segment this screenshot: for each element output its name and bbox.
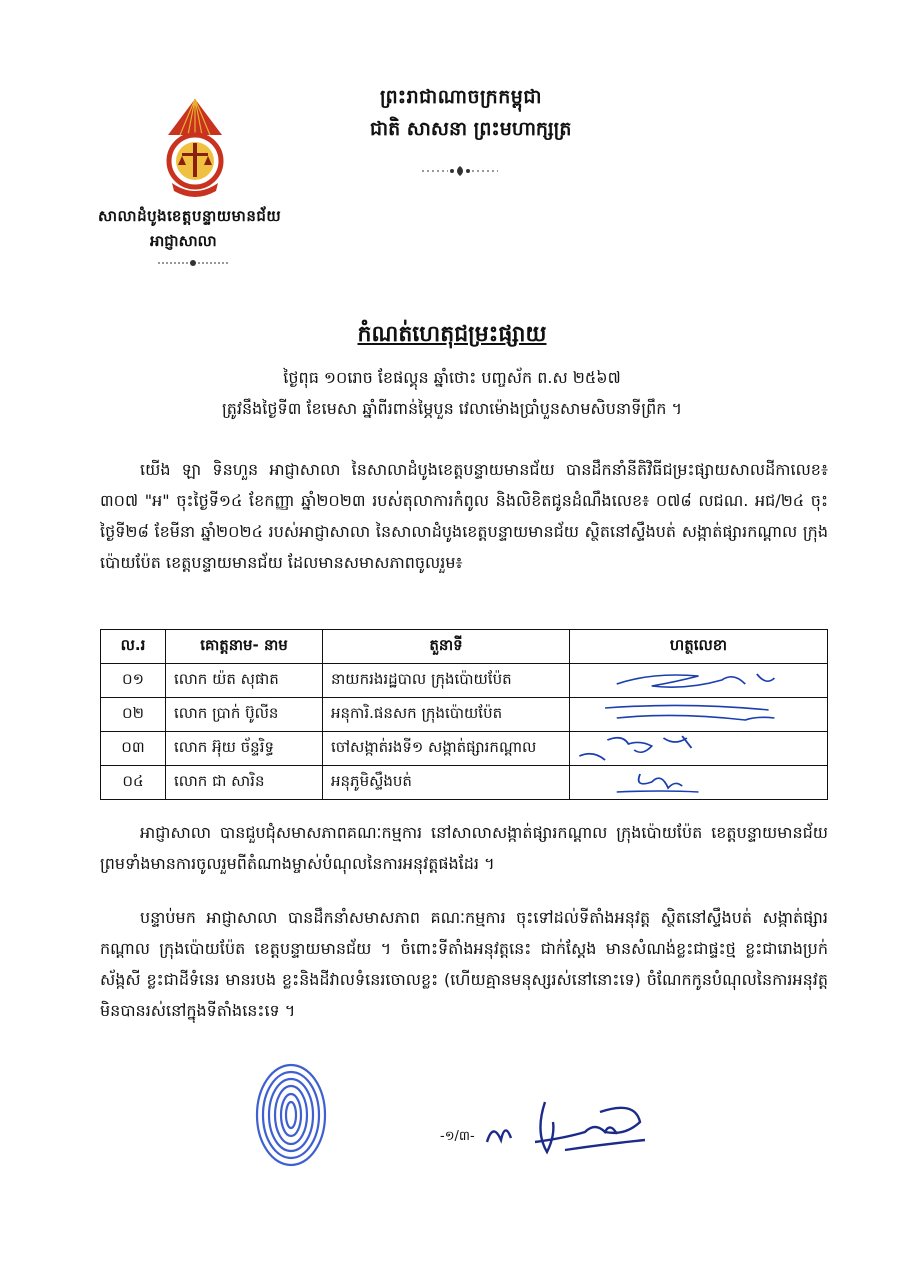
handwritten-signature [570, 698, 827, 731]
signature-cell [570, 766, 828, 800]
handwritten-signature [570, 664, 827, 697]
table-header-row [101, 630, 828, 664]
attendee-role: អនុភូមិស្ទឹងបត់ [323, 766, 570, 800]
fingerprint-image [252, 1060, 330, 1170]
column-header-no: ល.រ [101, 630, 166, 664]
table-row [101, 766, 828, 800]
ornament-divider [420, 165, 500, 177]
attendee-name: លោក យ៉ត សុផាត [166, 664, 323, 698]
attendee-role: ចៅសង្កាត់រងទី១ សង្កាត់ផ្សារកណ្តាល [323, 732, 570, 766]
bailiff-signature [475, 1092, 675, 1172]
attendee-role: អនុការិ.ផនសក ក្រុងប៉ោយប៉ែត [323, 698, 570, 732]
row-number: ០៤ [101, 766, 166, 800]
kingdom-heading: ព្រះរាជាណាចក្រកម្ពុជា [380, 86, 542, 108]
attendees-table [100, 629, 828, 800]
column-header-name: គោត្តនាម- នាម [166, 630, 323, 664]
attendee-name: លោក អ៊ុយ ច័ន្ទរិទ្ធ [166, 732, 323, 766]
row-number: ០១ [101, 664, 166, 698]
column-header-signature: ហត្ថលេខា [570, 630, 828, 664]
court-name: សាលាដំបូងខេត្តបន្ទាយមានជ័យ [98, 207, 282, 225]
signature-cell [570, 732, 828, 766]
solar-date: ត្រូវនឹងថ្ងៃទី៣ ខែមេសា ឆ្នាំពីរពាន់ម្ភៃបួន វេលាម៉ោងប្រាំបួនសាមសិបនាទីព្រឹក ។ [221, 399, 683, 418]
handwritten-signature [570, 766, 827, 799]
column-header-role: តួនាទី [323, 630, 570, 664]
document-title: កំណត់ហេតុជម្រះផ្សាយ [357, 322, 547, 347]
attendee-role: នាយករងរដ្ឋបាល ក្រុងប៉ោយប៉ែត [323, 664, 570, 698]
paragraph-intro: យើង ឡា ទិនហួន អាជ្ញាសាលា នៃសាលាដំបូងខេត្តបន្ទាយមានជ័យ បានដឹកនាំនីតិវិធីជម្រះផ្សាយសាលដីកាលេខ៖ ៣០៧ "អ" ចុះថ្ងៃទី១៤ ខែកញ្ញា ឆ្នាំ២០២៣ របស់តុលាការកំពូល និងលិខិតជូនដំណឹងលេខ៖ ០៧៨ លជណ. អជ/២៤ ចុះថ្ងៃទី២៨ ខែមីនា ឆ្នាំ២០២៤ របស់អាជ្ញាសាលា នៃសាលាដំបូងខេត្តបន្ទាយមានជ័យ ស្ថិតនៅស្ទឹងបត់ សង្កាត់ផ្សារកណ្តាល ក្រុងប៉ោយប៉ែត ខេត្តបន្ទាយមានជ័យ ដែលមានសមាសភាពចូលរួម៖ [100, 460, 828, 572]
table-row [101, 664, 828, 698]
paragraph-site-visit: បន្ទាប់មក អាជ្ញាសាលា បានដឹកនាំសមាសភាព គណៈកម្មការ ចុះទៅដល់ទីតាំងអនុវត្ត ស្ថិតនៅស្ទឹងបត់ សង្កាត់ផ្សារកណ្តាល ក្រុងប៉ោយប៉ែត ខេត្តបន្ទាយមានជ័យ ។ ចំពោះទីតាំងអនុវត្តនេះ ជាក់ស្តែង មានសំណង់ខ្លះជាផ្ទះថ្ម ខ្លះជារោងប្រក់ស័ង្កសី ខ្លះជាដីទំនេរ មានរបង ខ្លះនិងដីវាលទំនេរចោលខ្លះ (ហើយគ្មានមនុស្សរស់នៅនោះទេ) ចំណែកកូនបំណុលនៃការអនុវត្ត មិនបានរស់នៅក្នុងទីតាំងនេះទេ ។ [100, 908, 828, 1020]
lunar-date: ថ្ងៃពុធ ១០រោច ខែផល្គុន ឆ្នាំថោះ បញ្ចស័ក ព.ស ២៥៦៧ [283, 368, 621, 387]
ornament-divider [158, 258, 228, 268]
signature-date-note: -១/៣- [440, 1129, 475, 1144]
attendee-name: លោក ប្រាក់ ប៊ូលីន [166, 698, 323, 732]
national-motto: ជាតិ សាសនា ព្រះមហាក្សត្រ [370, 118, 572, 140]
table-row [101, 698, 828, 732]
paragraph-committee: អាជ្ញាសាលា បានជួបជុំសមាសភាពគណៈកម្មការ នៅសាលាសង្កាត់ផ្សារកណ្តាល ក្រុងប៉ោយប៉ែត ខេត្តបន្ទាយមានជ័យ ព្រមទាំងមានការចូលរួមពីតំណាងម្ចាស់បំណុលនៃការអនុវត្តផងដែរ ។ [100, 823, 828, 873]
attendee-name: លោក ជា សារិន [166, 766, 323, 800]
court-office-name: អាជ្ញាសាលា [150, 232, 217, 250]
signature-cell [570, 698, 828, 732]
row-number: ០៣ [101, 732, 166, 766]
row-number: ០២ [101, 698, 166, 732]
table-row [101, 732, 828, 766]
court-emblem-logo [160, 95, 230, 205]
handwritten-signature [570, 732, 827, 765]
signature-cell [570, 664, 828, 698]
